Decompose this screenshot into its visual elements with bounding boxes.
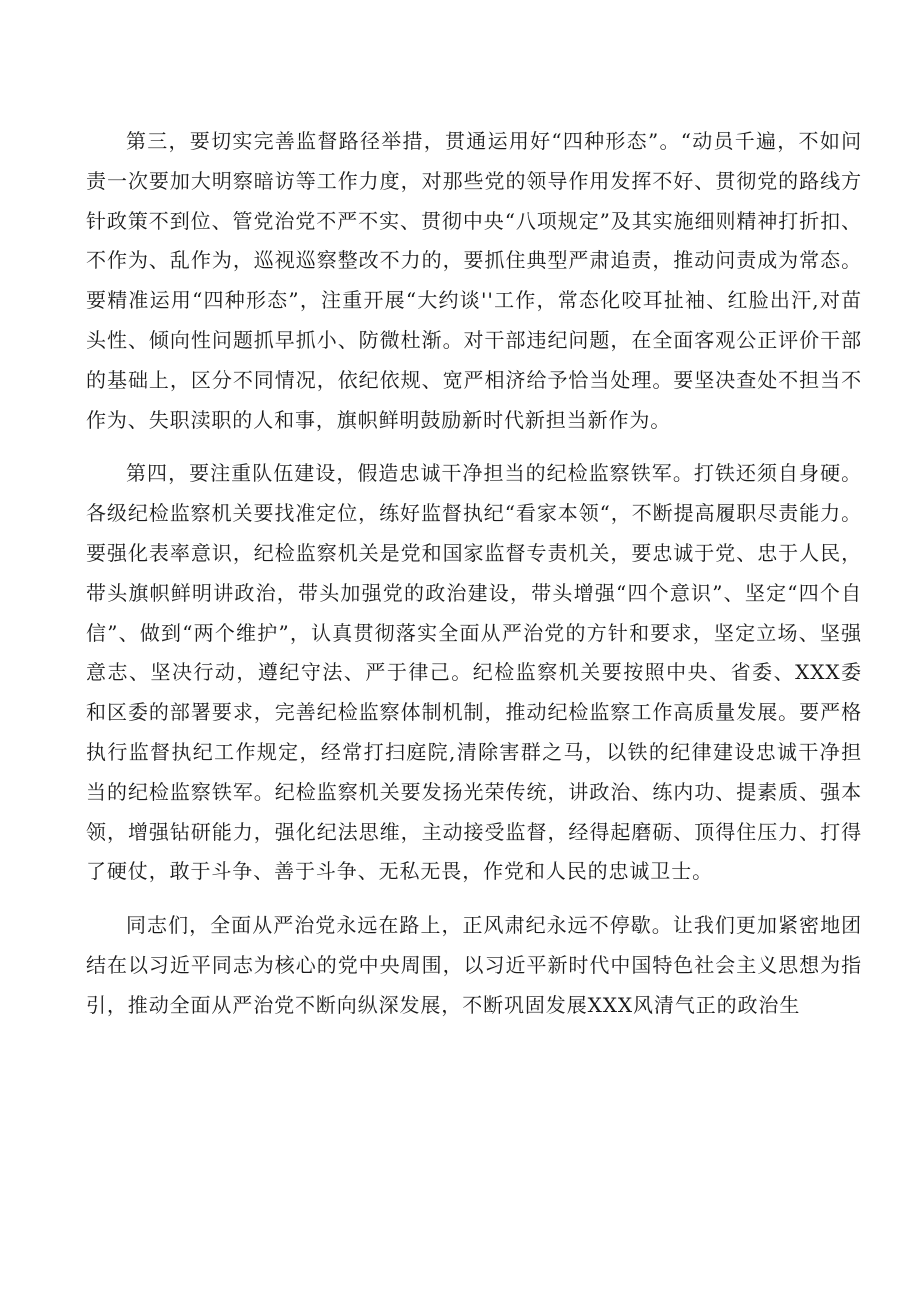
paragraph-third-point: 第三，要切实完善监督路径举措，贯通运用好“四种形态”。“动员千遍，不如问责一次要加大明察暗访等工作力度，对那些党的领导作用发挥不好、贯彻党的路线方针政策不到位、管党治党不严不实、贯彻中央“八项规定”及其实施细则精神打折扣、不作为、乱作为，巡视巡察整改不力的，要抓住典型严肃追责，推动问责成为常态。要精准运用“四种形态”，注重开展“大约谈''工作，常态化咬耳扯袖、红脸出汗,对苗头性、倾向性问题抓早抓小、防微杜渐。对干部违纪问题，在全面客观公正评价干部的基础上，区分不同情况，依纪依规、宽严相济给予恰当处理。要坚决查处不担当不作为、失职渎职的人和事，旗帜鲜明鼓励新时代新担当新作为。 — [86, 129, 862, 432]
document-body — [86, 122, 862, 1026]
paragraph-fourth-point: 第四，要注重队伍建设，假造忠诚干净担当的纪检监察铁军。打铁还须自身硬。各级纪检监察机关要找准定位，练好监督执纪“看家本领“，不断提高履职尽责能力。要强化表率意识，纪检监察机关是党和国家监督专责机关，要忠诚于党、忠于人民，带头旗帜鲜明讲政治，带头加强党的政治建设，带头增强“四个意识”、坚定“四个自信”、做到“两个维护”，认真贯彻落实全面从严治党的方针和要求，坚定立场、坚强意志、坚决行动，遵纪守法、严于律己。纪检监察机关要按照中央、省委、XXX委和区委的部署要求，完善纪检监察体制机制，推动纪检监察工作高质量发展。要严格执行监督执纪工作规定，经常打扫庭院,清除害群之马，以铁的纪律建设忠诚干净担当的纪检监察铁军。纪检监察机关要发扬光荣传统，讲政治、练内功、提素质、强本领，增强钻研能力，强化纪法思维，主动接受监督，经得起磨砺、顶得住压力、打得了硬仗，敢于斗争、善于斗争、无私无畏，作党和人民的忠诚卫士。 — [86, 461, 862, 884]
paragraph-closing: 同志们，全面从严治党永远在路上，正风肃纪永远不停歇。让我们更加紧密地团结在以习近平同志为核心的党中央周围，以习近平新时代中国特色社会主义思想为指引，推动全面从严治党不断向纵深发展，不断巩固发展XXX风清气正的政治生 — [86, 913, 862, 1017]
